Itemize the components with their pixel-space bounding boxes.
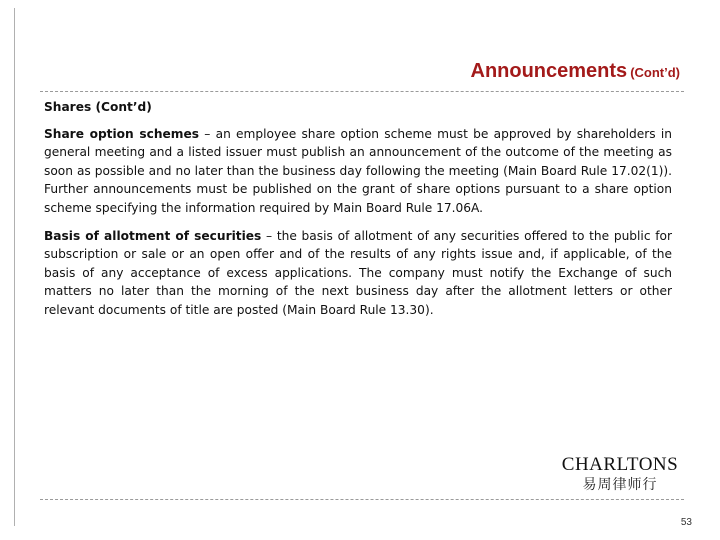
paragraph-term: Share option schemes (44, 126, 199, 141)
logo-chinese-name: 易周律师行 (582, 477, 658, 493)
paragraph-basis-of-allotment (44, 227, 672, 320)
logo-wordmark: CHARLTONS (561, 454, 679, 475)
title-main: Announcements (470, 60, 628, 82)
paragraph-text: – the basis of allotment of any securities offered to the public for subscription or sale or an open offer and of the results of any rights issue and, if applicable, of the basis of any acceptance of excess applications. The company must notify the Exchange of such matters no later than the morning of the next business day after the allotment letters or other relevant documents of title are posted (Main Board Rule 13.30). (44, 228, 672, 317)
slide-body (44, 98, 672, 329)
top-divider (40, 91, 684, 92)
paragraph-term: Basis of allotment of securities (44, 228, 262, 243)
bottom-divider (40, 499, 684, 500)
left-margin-rule (14, 8, 15, 526)
slide-title (471, 60, 681, 83)
section-heading: Shares (Cont’d) (44, 100, 152, 114)
page-number: 53 (680, 517, 692, 528)
charltons-logo (560, 454, 680, 494)
paragraph-share-option-schemes (44, 125, 672, 218)
title-subtitle: (Cont’d) (630, 65, 680, 80)
paragraph-text: – an employee share option scheme must be approved by shareholders in general meeting and a listed issuer must publish an announcement of the outcome of the meeting as soon as possible and no later than the business day following the meeting (Main Board Rule 17.02(1)). Further announcements must be published on the grant of share options pursuant to a share option scheme specifying the information required by Main Board Rule 17.06A. (44, 126, 673, 215)
